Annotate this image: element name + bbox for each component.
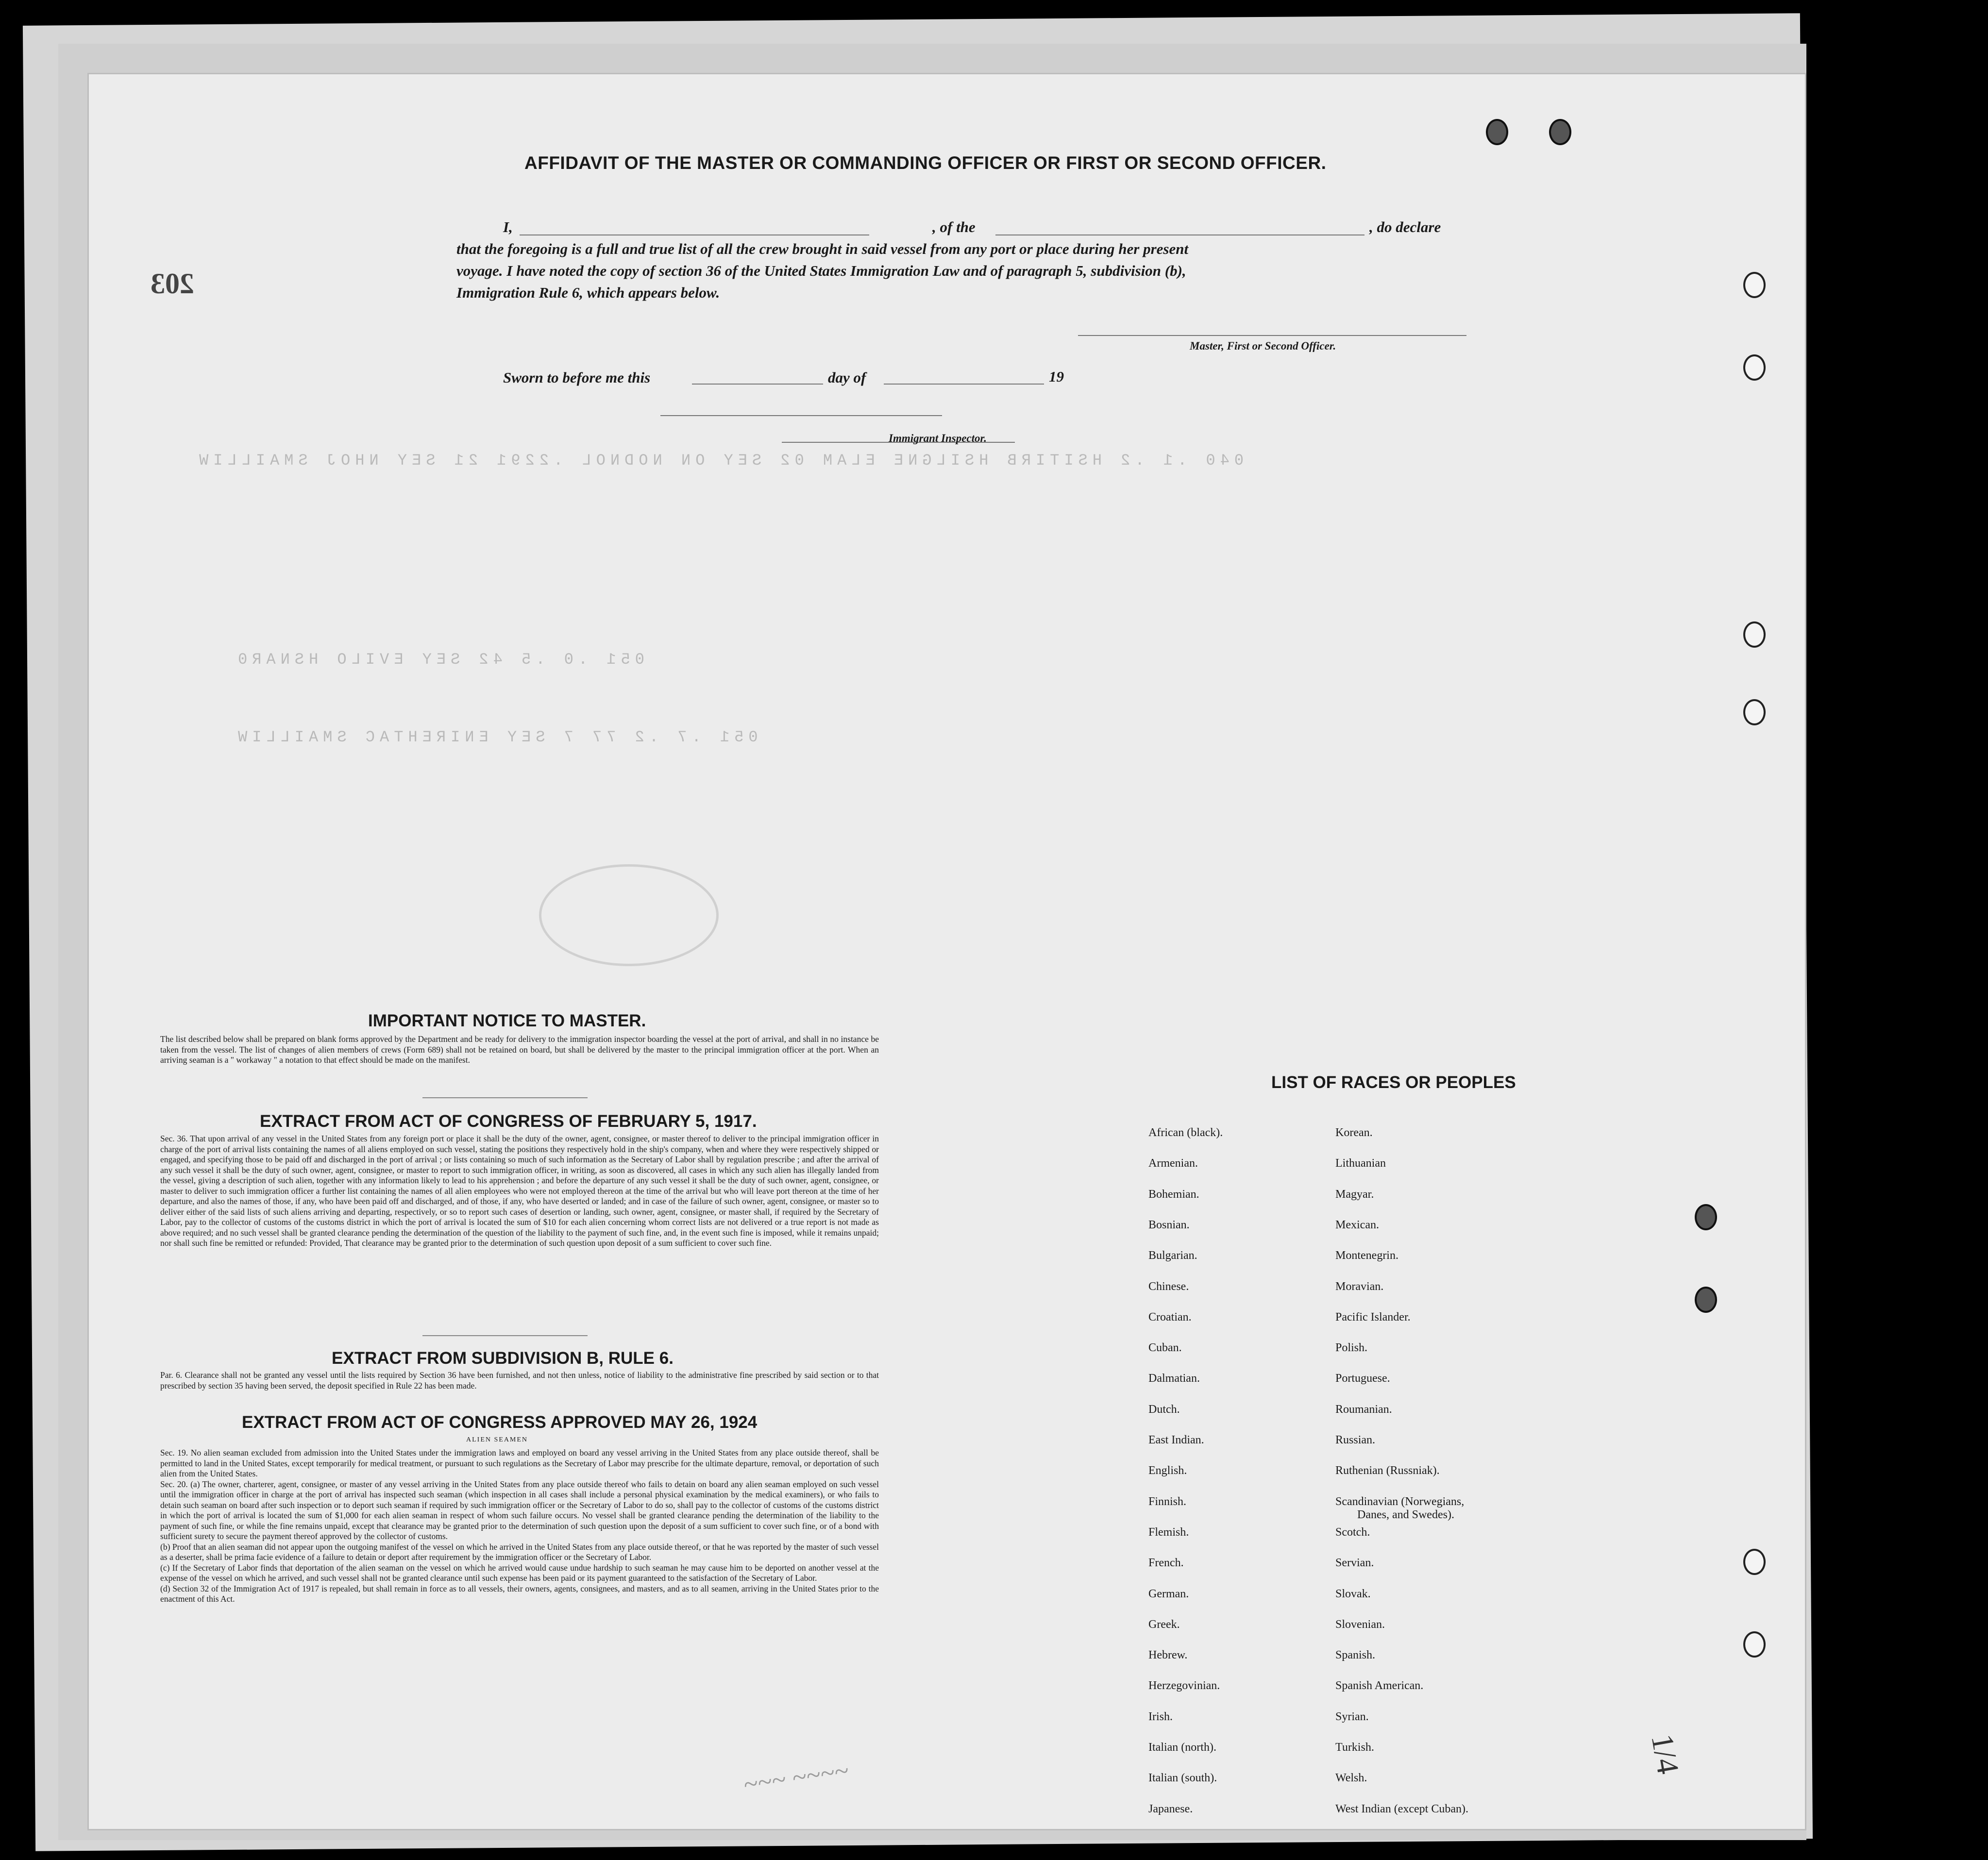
race-item: English. xyxy=(1148,1464,1187,1477)
race-item: Ruthenian (Russniak). xyxy=(1335,1464,1440,1477)
race-item-continuation: Danes, and Swedes). xyxy=(1357,1508,1454,1521)
race-item: Moravian. xyxy=(1335,1280,1384,1293)
race-item: African (black). xyxy=(1148,1126,1223,1139)
race-item: East Indian. xyxy=(1148,1434,1204,1446)
extract-rule6-body: Par. 6. Clearance shall not be granted any vessel until the lists required by Section 36 have been furnished, and not then unless, notice of liability to the administrative fine prescribed by said section or to that prescribed by section 35 having been served, the deposit specified in Rule 22 has been made. xyxy=(160,1370,879,1391)
sworn-label: Sworn to before me this xyxy=(503,369,651,386)
race-item: Polish. xyxy=(1335,1341,1368,1355)
faded-stamp xyxy=(539,864,719,966)
race-item: Spanish American. xyxy=(1335,1679,1424,1692)
race-item: Italian (north). xyxy=(1148,1741,1216,1754)
day-of-label: day of xyxy=(828,369,866,386)
race-item: Cuban. xyxy=(1148,1341,1182,1355)
extract-1924-p2: Sec. 20. (a) The owner, charterer, agent, consignee, or master of any vessel arriving in the United States from any place outside thereof who fails to detain on board any alien seaman employed on such vessel until the immigration officer in charge at the port of arrival has inspected such seaman (which inspection in all cases shall include a personal physical examination by the medical examiners), or who fails to detain such seaman on board after such inspection or to deport such seaman if required by such immigration officer or the Secretary of Labor to do so, shall pay to the collector of customs of the customs district in which the port of arrival is located the sum of $1,000 for each alien seaman in respect of whom such failure occurs. No vessel shall be granted clearance pending the determination of the liability to the payment of such fine, or while the fine remains unpaid, except that clearance may be granted prior to the determination of such question upon the deposit of a sum sufficient to cover such fine, or of a bond with sufficient surety to secure the payment thereof approved by the collector of customs. xyxy=(160,1479,879,1541)
extract-1924-p1: Sec. 19. No alien seaman excluded from admission into the United States under the immigration laws and employed on board any vessel arriving in the United States from any place outside thereof, shall be permitted to land in the United States, except temporarily for medical treatment, or pursuant to such regulations as the Secretary of Labor may prescribe for the ultimate departure, removal, or deportation of such alien from the United States. xyxy=(160,1448,879,1478)
bleed-through-text: 051 .7 .2 77 7 SEY ENIREHTAC SMAILLIW xyxy=(233,728,758,746)
bleed-through-text: 051 .0 .5 42 SEY EVILO HSNAR0 xyxy=(233,651,644,669)
race-item: German. xyxy=(1148,1587,1189,1600)
sworn-month-field[interactable] xyxy=(884,384,1044,385)
extract-rule6-title: EXTRACT FROM SUBDIVISION B, RULE 6. xyxy=(332,1349,674,1368)
affidavit-line-3: voyage. I have noted the copy of section 36 of the United States Immigration Law and of paragraph 5, subdivision (b), xyxy=(456,262,1186,279)
punch-hole xyxy=(1743,1631,1766,1658)
race-item: French. xyxy=(1148,1557,1184,1570)
races-title: LIST OF RACES OR PEOPLES xyxy=(1271,1073,1516,1092)
race-item: Japanese. xyxy=(1148,1802,1193,1815)
punch-hole xyxy=(1743,621,1766,648)
race-item: Scandinavian (Norwegians, xyxy=(1335,1495,1465,1508)
extract-1917-body: Sec. 36. That upon arrival of any vessel in the United States from any foreign port or place it shall be the duty of the owner, agent, consignee, or master thereof to deliver to the principal immigration officer in charge of the port of arrival lists containing the names of all aliens employed on such vessel, stating the positions they respectively hold in the ship's company, when and where they were respectively shipped or engaged, and specifying those to be paid off and discharged in the port of arrival ; or lists containing so much of such information as the Secretary of Labor shall by regulation prescribe ; and after the arrival of any such vessel it shall be the duty of such owner, agent, consignee, or master to report to such immigration officer, in writing, as soon as discovered, all cases in which any such alien has illegally landed from the vessel, giving a description of such alien, together with any information likely to lead to his apprehension ; and before the departure of any such vessel it shall be the duty of such owner, agent, consignee, or master to deliver to such immigration officer a further list containing the names of all alien employees who were not employed thereon at the time of the arrival but who will leave port thereon at the time of her departure, and also the names of those, if any, who have been paid off and discharged, and of those, if any, who have deserted or landed; and in case of the failure of such owner, agent, consignee, or master so to deliver either of the said lists of such aliens arriving and departing, respectively, or so to report such cases of desertion or landing, such owner, agent, consignee, or master shall, if required by the Secretary of Labor, pay to the collector of customs of the customs district in which the port of arrival is located the sum of $10 for each alien concerning whom correct lists are not delivered or a true report is not made as above required; and no such vessel shall be granted clearance pending the determination of the question of the liability to the payment of such fine, and, in the event such fine is imposed, while it remains unpaid; nor shall such fine be remitted or refunded: Provided, That clearance may be granted prior to the determination of such question upon deposit of a sum sufficient to cover such fine. xyxy=(160,1134,879,1248)
race-item: Bosnian. xyxy=(1148,1218,1190,1231)
race-item: Turkish. xyxy=(1335,1741,1374,1754)
sworn-day-field[interactable] xyxy=(692,384,823,385)
race-item: Mexican. xyxy=(1335,1218,1379,1231)
race-item: West Indian (except Cuban). xyxy=(1335,1802,1468,1815)
race-item: Magyar. xyxy=(1335,1188,1374,1201)
race-item: Montenegrin. xyxy=(1335,1249,1398,1262)
inspector-label: Immigrant Inspector. xyxy=(889,432,987,444)
race-item: Korean. xyxy=(1335,1126,1373,1139)
punch-hole xyxy=(1486,119,1508,145)
year-prefix: 19 xyxy=(1049,368,1064,385)
race-item: Bohemian. xyxy=(1148,1188,1199,1201)
race-item: Flemish. xyxy=(1148,1525,1189,1539)
notice-title: IMPORTANT NOTICE TO MASTER. xyxy=(368,1011,646,1030)
inspector-signature-line[interactable] xyxy=(660,415,942,416)
divider xyxy=(422,1097,588,1098)
extract-1924-p5: (d) Section 32 of the Immigration Act of 1917 is repealed, but shall remain in force as to all vessels, their owners, agents, consignees, and masters, and as to all seamen, arriving in the United States prior to the enactment of this Act. xyxy=(160,1583,879,1604)
race-item: Scotch. xyxy=(1335,1525,1370,1539)
race-item: Spanish. xyxy=(1335,1649,1376,1662)
race-item: Greek. xyxy=(1148,1618,1180,1631)
race-item: Dalmatian. xyxy=(1148,1372,1200,1385)
race-item: Welsh. xyxy=(1335,1772,1367,1785)
extract-1924-title: EXTRACT FROM ACT OF CONGRESS APPROVED MAY 26, 1924 xyxy=(242,1413,758,1432)
form-page xyxy=(87,73,1806,1830)
race-item: Croatian. xyxy=(1148,1310,1192,1324)
race-item: Bulgarian. xyxy=(1148,1249,1197,1262)
punch-hole xyxy=(1743,354,1766,381)
race-item: Russian. xyxy=(1335,1434,1376,1446)
race-item: Portuguese. xyxy=(1335,1372,1390,1385)
race-item: Roumanian. xyxy=(1335,1403,1392,1416)
affidavit-title: AFFIDAVIT OF THE MASTER OR COMMANDING OFFICER OR FIRST OR SECOND OFFICER. xyxy=(524,153,1327,173)
race-item: Italian (south). xyxy=(1148,1772,1217,1785)
affidavit-declare: , do declare xyxy=(1369,218,1441,235)
race-item: Herzegovinian. xyxy=(1148,1679,1220,1692)
race-item: Slovak. xyxy=(1335,1587,1371,1600)
race-item: Pacific Islander. xyxy=(1335,1310,1411,1324)
extract-1924-p4: (c) If the Secretary of Labor finds that deportation of the alien seaman on the vessel on which he arrived would cause undue hardship to such seaman he may cause him to be deported on another vessel at the expense of the vessel on which he arrived, and such vessel shall not be granted clearance until such expense has been paid or its payment guaranteed to the satisfaction of the Secretary of Labor. xyxy=(160,1562,879,1583)
race-item: Dutch. xyxy=(1148,1403,1180,1416)
master-signature-field[interactable] xyxy=(1078,335,1466,336)
sheet-number-mark: 1/4 xyxy=(1645,1731,1686,1777)
faint-handwriting: ~~~ ~~~~ xyxy=(741,1756,851,1799)
bleed-through-text: 040 .1 .2 HSITIRB HSILGNE ELAM 02 SEY ON NODNOL .2291 21 SEY NHOJ SMAILLIW xyxy=(194,452,1244,469)
affidavit-line-4: Immigration Rule 6, which appears below. xyxy=(456,284,720,301)
race-item: Chinese. xyxy=(1148,1280,1189,1293)
affidavit-of-the: , of the xyxy=(932,218,976,235)
race-item: Hebrew. xyxy=(1148,1649,1188,1662)
divider xyxy=(422,1335,588,1336)
extract-1924-body xyxy=(160,1448,879,1605)
punch-hole xyxy=(1549,119,1571,145)
race-item: Syrian. xyxy=(1335,1710,1369,1723)
race-item: Lithuanian xyxy=(1335,1157,1386,1170)
extract-1917-title: EXTRACT FROM ACT OF CONGRESS OF FEBRUARY 5, 1917. xyxy=(260,1112,757,1131)
race-item: Servian. xyxy=(1335,1557,1374,1570)
race-item: Slovenian. xyxy=(1335,1618,1385,1631)
extract-1924-subtitle: ALIEN SEAMEN xyxy=(466,1436,528,1443)
extract-1924-p3: (b) Proof that an alien seaman did not appear upon the outgoing manifest of the vessel on which he arrived in the United States from any place outside thereof, or that he was reported by the master of such vessel as a deserter, shall be prima facie evidence of a failure to detain or deport after requirement by the immigration officer or the Secretary of Labor. xyxy=(160,1542,879,1562)
signature-label: Master, First or Second Officer. xyxy=(1190,340,1336,352)
punch-hole xyxy=(1743,272,1766,298)
punch-hole xyxy=(1743,699,1766,725)
race-item: Armenian. xyxy=(1148,1157,1198,1170)
punch-hole xyxy=(1743,1549,1766,1575)
race-item: Finnish. xyxy=(1148,1495,1187,1508)
stamped-number-mark: 203 xyxy=(151,268,194,300)
notice-body: The list described below shall be prepared on blank forms approved by the Department and be ready for delivery to the immigration inspector boarding the vessel at the port of arrival, and shall in no instance be taken from the vessel. The list of changes of alien members of crews (Form 689) shall not be retained on board, but shall be delivered by the master to the principal immigration officer at the port. When an arriving seaman is a " workaway " a notation to that effect should be made on the manifest. xyxy=(160,1034,879,1065)
affidavit-line-2: that the foregoing is a full and true list of all the crew brought in said vessel from any port or place during her present xyxy=(456,240,1189,257)
affidavit-i: I, xyxy=(503,218,513,235)
punch-hole xyxy=(1695,1204,1717,1230)
punch-hole xyxy=(1695,1287,1717,1313)
race-item: Irish. xyxy=(1148,1710,1173,1723)
